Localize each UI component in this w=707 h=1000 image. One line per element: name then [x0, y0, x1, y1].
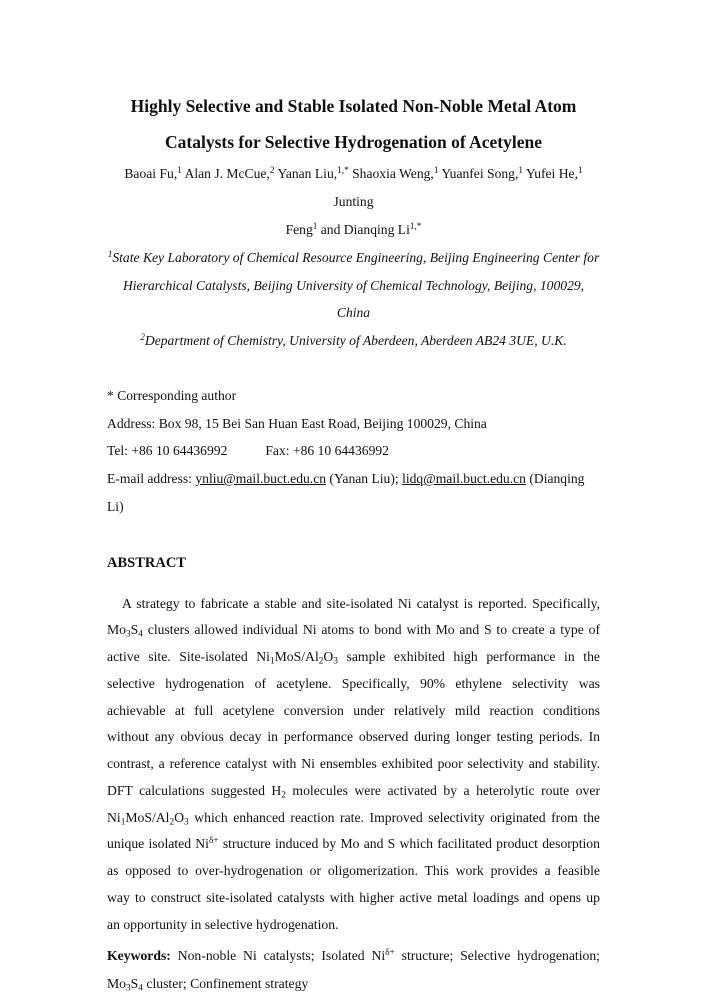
text-run: Mo	[107, 622, 127, 638]
text-run: achievable at full acetylene conversion under relatively mild reaction conditions	[107, 702, 600, 718]
subscript: 3	[126, 629, 131, 640]
email-name-li: (Dianqing Li)	[107, 471, 585, 514]
abstract-lines-line	[107, 912, 600, 939]
text-run: MoS/Al	[125, 809, 170, 825]
text-run: Alan J. McCue,	[181, 166, 270, 181]
authors-line	[107, 160, 600, 216]
paper-title	[107, 88, 600, 160]
email-label: E-mail address:	[107, 471, 196, 487]
tel: Tel: +86 10 64436992	[107, 443, 228, 459]
abstract-lines-line	[107, 751, 600, 778]
subscript: 2	[318, 656, 324, 667]
fax: Fax: +86 10 64436992	[265, 443, 389, 459]
keywords-lines-line	[107, 942, 600, 970]
text-run: contrast, a reference catalyst with Ni ensembles exhibited poor selectivity and stability.	[107, 756, 600, 772]
author-list	[107, 160, 600, 244]
abstract-lines-line	[107, 805, 600, 832]
abstract-heading: ABSTRACT	[107, 554, 186, 571]
title-line-2: Catalysts for Selective Hydrogenation of Acetylene	[165, 132, 542, 152]
text-run: Junting	[333, 194, 374, 209]
text-run: A strategy to fabricate a stable and site-isolated Ni catalyst is reported. Specifically,	[122, 595, 600, 611]
text-run: selective hydrogenation of acetylene. Specifically, 90% ethylene selectivity was	[107, 675, 600, 691]
text-run: Shaoxia Weng,	[348, 166, 434, 181]
abstract-lines-line	[107, 671, 600, 698]
superscript: 1	[177, 164, 182, 175]
abstract-lines-line	[107, 724, 600, 751]
text-run: Feng	[285, 222, 313, 237]
superscript: 2	[140, 331, 145, 342]
email-link-li[interactable]: lidq@mail.buct.edu.cn	[402, 471, 526, 487]
superscript: 1,*	[409, 220, 422, 231]
subscript: 2	[281, 790, 286, 801]
text-run: Ni	[107, 809, 121, 825]
abstract-lines-line	[107, 858, 600, 885]
subscript: 2	[169, 816, 175, 827]
subscript: 4	[138, 629, 143, 640]
text-run: Yufei He,	[523, 166, 578, 181]
superscript: 1	[578, 164, 583, 175]
affiliations-line	[107, 327, 600, 355]
subscript: 4	[138, 983, 143, 994]
superscript: 1	[107, 248, 113, 259]
address: Address: Box 98, 15 Bei San Huan East Road, Beijing 100029, China	[107, 415, 487, 431]
subscript: 1	[120, 816, 126, 827]
affiliations	[107, 244, 600, 354]
affiliations-line	[107, 244, 600, 272]
superscript: δ+	[208, 836, 219, 847]
text-run: Mo	[107, 976, 127, 992]
abstract-body	[107, 591, 600, 939]
abstract-lines-line	[107, 644, 600, 671]
text-run: without any obvious decay in performance observed during longer testing periods. In	[107, 729, 600, 745]
subscript: 3	[333, 656, 338, 667]
text-run: Yanan Liu,	[274, 166, 338, 181]
text-run: as opposed to over-hydrogenation or oligomerization. This work provides a feasible	[107, 863, 600, 879]
text-run: which enhanced reaction rate. Improved selectivity originated from the	[188, 809, 600, 825]
abstract-lines-line	[107, 831, 600, 858]
abstract-lines-line	[107, 617, 600, 644]
text-run: and Dianqing Li	[317, 222, 410, 237]
phone-fax	[107, 437, 600, 465]
text-run: Department of Chemistry, University of Aberdeen, Aberdeen AB24 3UE, U.K.	[144, 332, 567, 348]
email-line	[107, 465, 600, 520]
text-run: S	[130, 976, 139, 992]
text-run: active site. Site-isolated Ni	[107, 649, 270, 665]
text-run: O	[323, 649, 334, 665]
text-run: way to construct site-isolated catalysts with higher active metal loadings and opens up	[107, 889, 600, 905]
superscript: δ+	[385, 948, 395, 959]
subscript: 1	[269, 656, 275, 667]
text-run: MoS/Al	[274, 649, 319, 665]
text-run: unique isolated Ni	[107, 836, 209, 852]
superscript: 1	[518, 164, 523, 175]
text-run: DFT calculations suggested H	[107, 782, 282, 798]
corresponding-info	[107, 382, 600, 521]
authors-line	[107, 216, 600, 244]
subscript: 3	[184, 816, 189, 827]
abstract-lines-line	[107, 591, 600, 618]
title-line-1: Highly Selective and Stable Isolated Non-Noble Metal Atom	[130, 96, 577, 116]
text-run: sample exhibited high performance in the	[337, 649, 601, 665]
text-run: molecules were activated by a heterolytic route over	[285, 782, 600, 798]
superscript: 1	[312, 220, 318, 231]
abstract-lines-line	[107, 885, 600, 912]
text-run: Non-noble Ni catalysts; Isolated Ni	[170, 948, 386, 964]
affiliations-line	[107, 272, 600, 327]
text-run: structure; Selective hydrogenation;	[394, 948, 600, 964]
text-run: Baoai Fu,	[124, 166, 178, 181]
keywords-label: Keywords:	[107, 948, 171, 964]
text-run: Hierarchical Catalysts, Beijing University of Chemical Technology, Beijing, 100029, China	[122, 277, 585, 320]
corresponding-label: * Corresponding author	[107, 388, 237, 403]
abstract-lines-line	[107, 698, 600, 725]
subscript: 3	[126, 983, 131, 994]
email-link-liu[interactable]: ynliu@mail.buct.edu.cn	[195, 471, 327, 487]
keywords-lines-line	[107, 970, 600, 998]
email-name-liu: (Yanan Liu);	[326, 471, 403, 487]
text-run: clusters allowed individual Ni atoms to bond with Mo and S to create a type of	[142, 622, 600, 638]
text-run: State Key Laboratory of Chemical Resource Engineering, Beijing Engineering Center for	[112, 250, 600, 265]
text-run: Yuanfei Song,	[438, 166, 519, 181]
text-run: cluster; Confinement strategy	[142, 976, 309, 992]
superscript: 1	[433, 164, 439, 175]
text-run: O	[174, 809, 185, 825]
text-run: S	[130, 622, 139, 638]
text-run: structure induced by Mo and S which facilitated product desorption	[218, 836, 600, 852]
superscript: 2	[269, 164, 275, 175]
keywords	[107, 942, 600, 998]
text-run: an opportunity in selective hydrogenation.	[107, 916, 339, 932]
abstract-lines-line	[107, 778, 600, 805]
superscript: 1,*	[337, 164, 349, 175]
